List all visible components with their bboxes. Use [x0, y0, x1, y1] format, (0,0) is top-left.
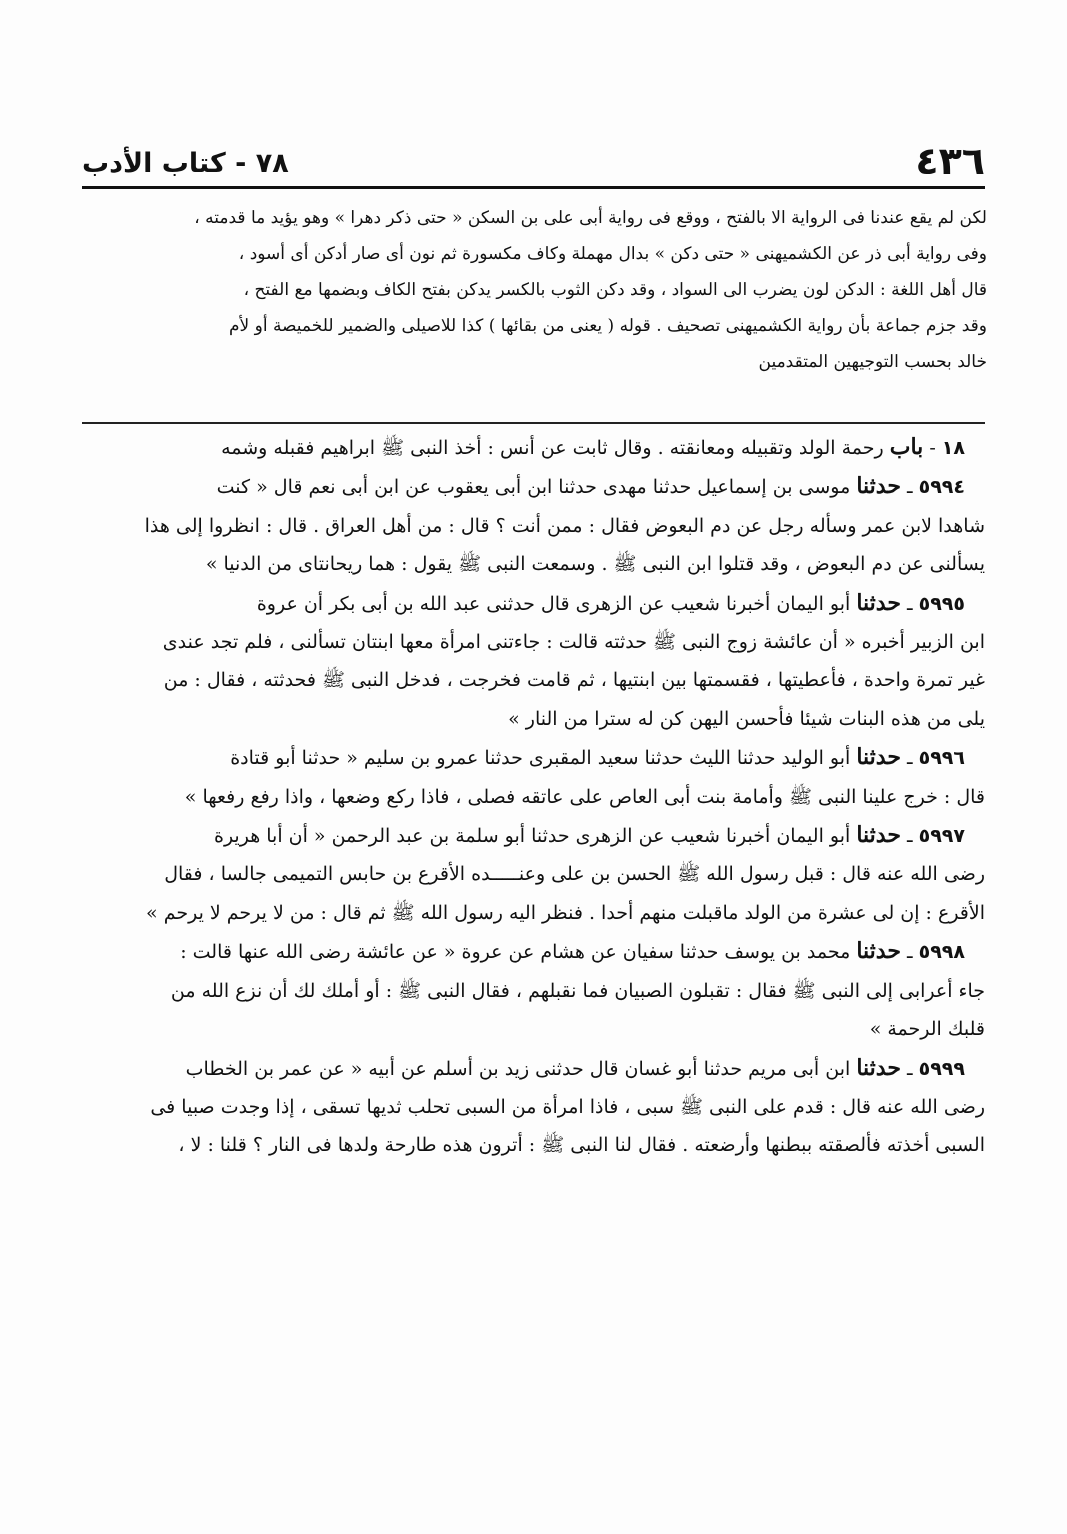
hadith-line: يلى من هذه البنات شيئا فأحسن اليهن كن له سترا من النار » [508, 707, 985, 730]
commentary-line: قال أهل اللغة : الدكن لون يضرب الى السواد ، وقد دكن الثوب بالكسر يدكن بفتح الكاف وبضمها مع الفتح ، [243, 280, 987, 300]
hadith-line: رضى الله عنه قال : قدم على النبى ﷺ سبى ، فاذا امرأة من السبى تحلب ثديها تسقى ، إذا وجدت صبيا فى [150, 1095, 985, 1118]
hadith-entry [72, 584, 985, 739]
hadith-text: موسى بن إسماعيل حدثنا مهدى حدثنا ابن أبى يعقوب عن ابن أبى نعم قال « كنت [216, 476, 851, 499]
hadith-entry [72, 816, 985, 932]
commentary-line: لكن لم يقع عندنا فى الرواية الا بالفتح ، ووقع فى رواية أبى على بن السكن « حتى ذكر دهرا » وهو يؤيد ما قدمته ، [194, 208, 987, 228]
haddathana-word: حدثنا [856, 938, 901, 965]
commentary-line: وقد جزم جماعة بأن رواية الكشميهنى تصحيف . قوله ( يعنى من بقائها ) كذا للاصيلى والضمير للخميصة أو لأم [228, 316, 987, 336]
hadith-number: ٥٩٩٧ [918, 825, 965, 848]
section-divider [82, 422, 985, 424]
hadith-line: قال : خرج علينا النبى ﷺ وأمامة بنت أبى العاص على عاتقه فصلى ، فاذا ركع وضعها ، واذا رفع رفعها » [184, 785, 985, 808]
bab-heading: ١٨ - باب رحمة الولد وتقبيله ومعانقته . وقال ثابت عن أنس : أخذ النبى ﷺ ابراهيم فقبله وشمه [221, 434, 965, 460]
hadith-number: ٥٩٩٦ [918, 747, 965, 770]
commentary-line: خالد بحسب التوجيهين المتقدمين [758, 352, 987, 372]
haddathana-word: حدثنا [856, 1054, 901, 1081]
hadith-entry [72, 467, 985, 583]
hadith-line: جاء أعرابى إلى النبى ﷺ فقال : تقبلون الصبيان فما نقبلهم ، فقال النبى ﷺ : أو أملك لك أن نزع الله من [170, 979, 985, 1002]
hadith-entry [72, 738, 985, 816]
hadith-line: ٥٩٩٨ ـ حدثنا محمد بن يوسف حدثنا سفيان عن هشام عن عروة « عن عائشة رضى الله عنها قالت : [180, 938, 965, 965]
hadith-line: غير تمرة واحدة ، فأعطيتها ، فقسمتها بين ابنتيها ، ثم قامت فخرجت ، فدخل النبى ﷺ فحدثته ، فقال : من [163, 669, 985, 692]
bab-title: رحمة الولد وتقبيله ومعانقته . وقال ثابت عن أنس : أخذ النبى ﷺ ابراهيم فقبله وشمه [221, 437, 884, 459]
hadith-line: شاهدا لابن عمر وسأله رجل عن دم البعوض فقال : ممن أنت ؟ قال : من أهل العراق . قال : انظروا إلى هذا [144, 514, 985, 537]
book-title: ٧٨ - كتاب الأدب [82, 148, 289, 179]
hadith-entry [72, 1049, 985, 1165]
haddathana-word: حدثنا [856, 473, 901, 500]
hadith-line: ٥٩٩٦ ـ حدثنا أبو الوليد حدثنا الليث حدثنا سعيد المقبرى حدثنا عمرو بن سليم « حدثنا أبو قتادة [230, 744, 965, 771]
bab-word: باب [889, 434, 924, 460]
hadith-number: ٥٩٩٨ [918, 941, 965, 964]
hadith-line: ٥٩٩٧ ـ حدثنا أبو اليمان أخبرنا شعيب عن الزهرى حدثنا أبو سلمة بن عبد الرحمن « أن أبا هريرة [213, 822, 965, 849]
hadith-text: ابن أبى مريم حدثنا أبو غسان قال حدثنى زيد بن أسلم عن أبيه « عن عمر بن الخطاب [185, 1057, 851, 1080]
hadith-line: ٥٩٩٩ ـ حدثنا ابن أبى مريم حدثنا أبو غسان قال حدثنى زيد بن أسلم عن أبيه « عن عمر بن الخطاب [185, 1054, 965, 1081]
haddathana-word: حدثنا [856, 589, 901, 616]
hadith-text: أبو اليمان أخبرنا شعيب عن الزهرى حدثنا أبو سلمة بن عبد الرحمن « أن أبا هريرة [213, 825, 851, 848]
hadith-number: ٥٩٩٤ [918, 476, 965, 499]
hadith-line: رضى الله عنه قال : قبل رسول الله ﷺ الحسن بن على وعنـــــده الأقرع بن حابس التميمى جالسا ، فقال [164, 863, 985, 886]
hadith-number: ٥٩٩٥ [918, 592, 965, 615]
hadith-line: الأقرع : إن لى عشرة من الولد ماقبلت منهم أحدا . فنظر اليه رسول الله ﷺ ثم قال : من لا يرحم لا يرحم » [146, 901, 985, 924]
hadith-line: ٥٩٩٥ ـ حدثنا أبو اليمان أخبرنا شعيب عن الزهرى قال حدثنى عبد الله بن أبى بكر أن عروة [256, 589, 965, 616]
hadith-text: أبو الوليد حدثنا الليث حدثنا سعيد المقبرى حدثنا عمرو بن سليم « حدثنا أبو قتادة [230, 747, 851, 770]
page-number: ٤٣٦ [915, 139, 985, 183]
hadith-number: ٥٩٩٩ [918, 1057, 965, 1080]
bab-number: ١٨ [941, 437, 965, 459]
hadith-entry [72, 932, 985, 1048]
hadith-text: أبو اليمان أخبرنا شعيب عن الزهرى قال حدثنى عبد الله بن أبى بكر أن عروة [256, 592, 851, 615]
commentary-line: وفى رواية أبى ذر عن الكشميهنى « حتى دكن » بدال مهملة وكاف مكسورة ثم نون أى صار أدكن أى أسود ، [238, 244, 987, 264]
haddathana-word: حدثنا [856, 744, 901, 771]
haddathana-word: حدثنا [856, 822, 901, 849]
page-header [82, 138, 985, 189]
hadith-line: ٥٩٩٤ ـ حدثنا موسى بن إسماعيل حدثنا مهدى حدثنا ابن أبى يعقوب عن ابن أبى نعم قال « كنت [216, 473, 965, 500]
hadith-text: محمد بن يوسف حدثنا سفيان عن هشام عن عروة « عن عائشة رضى الله عنها قالت : [180, 941, 851, 964]
hadith-line: السبى أخذته فألصقته ببطنها وأرضعته . فقال لنا النبى ﷺ : أترون هذه طارحة ولدها فى النار ؟ قلنا : لا ، [178, 1134, 985, 1157]
hadith-line: ابن الزبير أخبره « أن عائشة زوج النبى ﷺ حدثته قالت : جاءتنى امرأة معها ابنتان تسألنى ، فلم تجد عندى [162, 631, 985, 654]
hadith-line: يسألنى عن دم البعوض ، وقد قتلوا ابن النبى ﷺ . وسمعت النبى ﷺ يقول : هما ريحانتاى من الدنيا » [205, 553, 985, 576]
main-text [72, 428, 985, 1165]
commentary-paragraph [72, 200, 987, 380]
hadith-line: قلبك الرحمة » [869, 1018, 985, 1041]
commentary-block [72, 200, 987, 380]
